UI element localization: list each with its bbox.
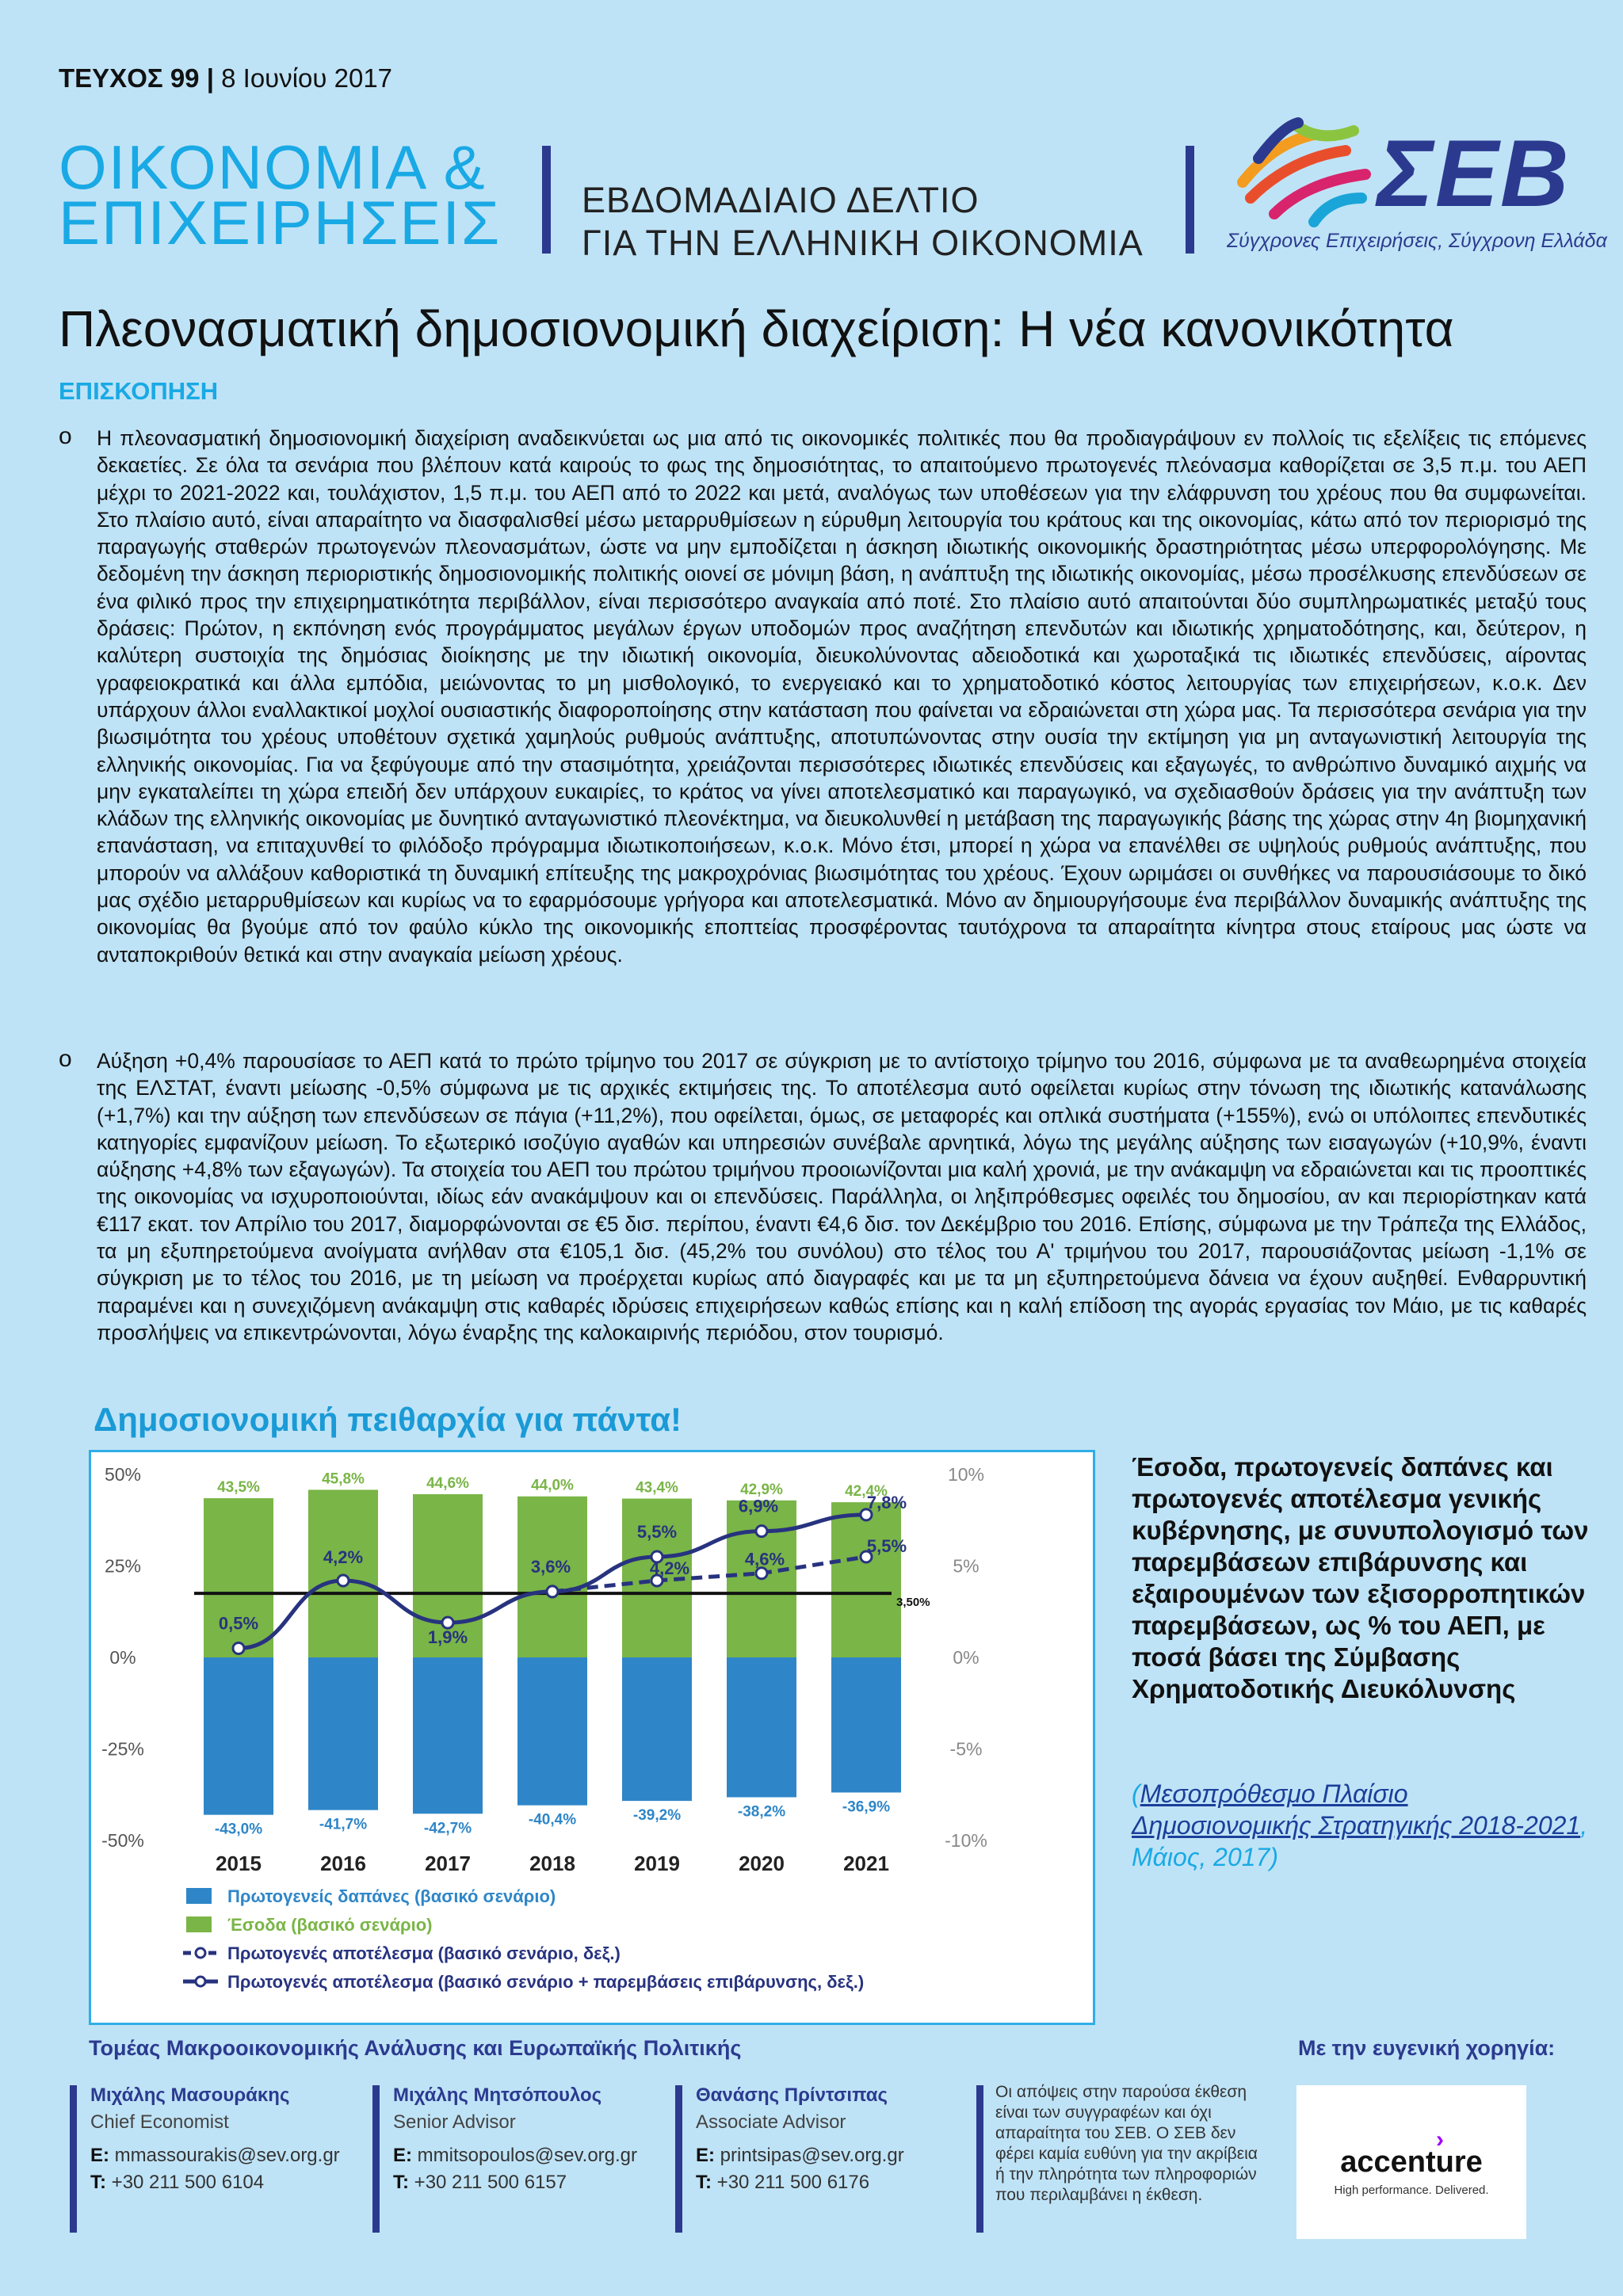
x-axis-tick: 2019 (634, 1852, 680, 1875)
sponsor-tagline: High performance. Delivered. (1334, 2183, 1489, 2197)
primary-balance-base-line (552, 1557, 866, 1592)
legend-marker (196, 1948, 205, 1958)
primary-balance-full-marker (442, 1617, 453, 1628)
revenue-bar (204, 1498, 273, 1657)
revenue-bar-label: 42,9% (740, 1481, 783, 1498)
bullet-marker-2: o (59, 1046, 72, 1072)
chart-source-date: , Μάιος, 2017) (1132, 1811, 1588, 1871)
paragraph-fiscal-surplus: Η πλεονασματική δημοσιονομική διαχείριση αναδεικνύεται ως μια από τις οικονομικές πολιτικές που θα προδιαγράψουν εν πολλοίς τις εξελίξεις τις επόμενες δεκαετίες. Σε όλα τα σενάρια που βλέπουν κατά καιρούς το φως της δημοσιότητας, το απαιτούμενο πρωτογενές πλεόνασμα καθορίζεται σε 3,5 π.μ. του ΑΕΠ μέχρι το 2021-2022 και, τουλάχιστον, 1,5 π.μ. του ΑΕΠ από το 2022 και μετά, αναλόγως των υποθέσεων για την ελάφρυνση του χρέους που θα συμφωνείται. Στο πλαίσιο αυτό, είναι απαραίτητο να διασφαλισθεί μέσω μεταρρυθμίσεων η εύρυθμη λειτουργία του κράτους και της οικονομίας, κάτω από τον περιορισμό της παραγωγής σταθερών πρωτογενών πλεονασμάτων, ώστε να μην εμποδίζεται η άσκηση ιδιωτικής οικονομικής δραστηριότητας μέσω υπερφορολόγησης. Με δεδομένη την άσκηση περιοριστικής δημοσιονομικής πολιτικής οιονεί σε μόνιμη βάση, η ανάπτυξη της ιδιωτικής οικονομίας, μέσω προσέλκυσης επενδύσεων σε ένα φιλικό προς την επιχειρηματικότητα περιβάλλον, είναι περισσότερο αναγκαία από ποτέ. Στο πλαίσιο αυτό απαιτούνται δύο συμπληρωματικές μεταξύ τους δράσεις: Πρώτον, η εκπόνηση ενός προγράμματος μεγάλων έργων υποδομών προς αναζήτηση επενδυτών και ιδιωτικής χρηματοδότησης, και, δεύτερον, η καλύτερη συστοιχία της δημόσιας διοίκησης με την ιδιωτική οικονομία, διευκολύνοντας αδειοδοτικά και χωροταξικά τις ιδιωτικές επενδύσεις, αίροντας γραφειοκρατικά και άλλα εμπόδια, μειώνοντας το μη μισθολογικό, το ενεργειακό και το χρηματοδοτικό κόστος λειτουργίας των επιχειρήσεων, κ.ο.κ. Δεν υπάρχουν άλλοι εναλλακτικοί μοχλοί ουσιαστικής διαφοροποίησης στην κατάσταση που φαίνεται να εδραιώνεται στη χώρα μας. Τα περισσότερα σενάρια για την βιωσιμότητα του χρέους υποθέτουν σχετικά χαμηλούς ρυθμούς ανάπτυξης, αποτυπώνοντας στην ουσία την εκτίμηση για μη ανταγωνιστική λειτουργία της ελληνικής οικονομίας. Για να ξεφύγουμε από την στασιμότητα, χρειάζονται περισσότερες ιδιωτικές επενδύσεις και εξαγωγές, το ανθρώπινο δυναμικό αιχμής να μην εγκαταλείπει τη χώρα επειδή δεν υπάρχουν ευκαιρίες, το κράτος να γίνει αποτελεσματικό και παραγωγικό, να σχεδιασθούν δράσεις για την ανάπτυξη των κλάδων της ελληνικής οικονομίας με δυνητικό ανταγωνιστικό πλεονέκτημα, να διευκολυνθεί η μετάβαση της παραγωγικής βάσης της χώρας στην 4η βιομηχανική επανάσταση, να επιταχυνθεί το φιλόδοξο πρόγραμμα ιδιωτικοποιήσεων, κ.ο.κ. Μόνο έτσι, μπορεί η χώρα να επανέλθει σε υψηλούς ρυθμούς ανάπτυξης, που μπορούν να αλλάξουν καθοριστικά τη δυναμική επίτευξης της μακροχρόνιας βιωσιμότητας του χρέους. Έχουν ωριμάσει οι συνθήκες να παρουσιάσουμε το δικό μας σχέδιο μεταρρυθμίσεων και κυρίως να το εφαρμόσουμε γρήγορα και αποτελεσματικά. Μόνο αν δημιουργήσουμε ένα περιβάλλον δυναμικής ανάπτυξης της οικονομίας θα βγούμε από τον φαύλο κύκλο της οικονομικής εποπτείας προσφέροντας ταυτόχρονα τα απαραίτητα κίνητρα στους εταίρους μας ώστε να ανταποκριθούν θετικά και στην αναγκαία μείωση χρέους. (97, 426, 1587, 967)
expenditure-bar (413, 1657, 483, 1814)
fiscal-chart (91, 1452, 1093, 2023)
chart-source (1132, 1778, 1591, 1873)
primary-balance-full-label: 4,2% (323, 1547, 364, 1567)
primary-balance-full-label: 7,8% (866, 1492, 907, 1512)
email-label: E: (393, 2145, 412, 2166)
disclaimer-text: Οι απόψεις στην παρούσα έκθεση είναι των συγγραφέων και όχι απαραίτητα του ΣΕΒ. Ο ΣΕΒ δεν φέρει καμία ευθύνη για την ακρίβεια ή την πληρότητα των πληροφοριών που περιλαμβάνει η έκθεση. (995, 2083, 1258, 2204)
primary-balance-base-label: 4,6% (744, 1549, 785, 1569)
expenditure-bar-label: -39,2% (632, 1807, 682, 1825)
right-axis-tick: -10% (945, 1830, 987, 1851)
contact-phone: +30 211 500 6157 (414, 2172, 567, 2193)
primary-balance-full-label: 1,9% (427, 1627, 468, 1648)
legend-marker (196, 1977, 205, 1986)
issue-separator: | (206, 63, 214, 93)
revenue-bar (308, 1489, 378, 1657)
email-label: E: (90, 2145, 109, 2166)
primary-balance-base-marker (756, 1568, 767, 1579)
right-axis-tick: 10% (947, 1464, 985, 1485)
contact-email-row (393, 2142, 663, 2169)
revenue-bar-label: 42,4% (845, 1483, 888, 1501)
phone-label: T: (90, 2172, 106, 2193)
x-axis-tick: 2018 (529, 1852, 575, 1875)
left-axis-tick: -25% (101, 1738, 144, 1760)
contact-phone-row (696, 2169, 965, 2196)
target-surplus-label: 3,50% (896, 1596, 930, 1610)
contact-name: Θανάσης Πρίντσιπας (696, 2084, 888, 2106)
expenditure-bar-label: -41,7% (319, 1816, 368, 1833)
legend-entry: Πρωτογενές αποτέλεσμα (βασικό σενάριο, δεξ.) (227, 1943, 621, 1963)
weekly-line1: ΕΒΔΟΜΑΔΙΑΙΟ ΔΕΛΤΙΟ (582, 180, 980, 220)
issue-date: 8 Ιουνίου 2017 (221, 63, 393, 93)
contact-divider-2 (372, 2085, 380, 2233)
phone-label: T: (393, 2172, 409, 2193)
contact-card-3 (696, 2082, 965, 2196)
legend-entry: Έσοδα (βασικό σενάριο) (227, 1915, 433, 1935)
sponsor-logo-box (1296, 2085, 1526, 2239)
primary-balance-full-marker (233, 1642, 244, 1653)
right-axis-tick: -5% (949, 1738, 983, 1760)
footer-sponsor-label: Με την ευγενική χορηγία: (1298, 2036, 1556, 2060)
right-axis-tick: 5% (953, 1555, 980, 1577)
contact-role: Associate Advisor (696, 2111, 846, 2133)
weekly-line2: ΓΙΑ ΤΗΝ ΕΛΛΗΝΙΚΗ ΟΙΚΟΝΟΜΙΑ (582, 223, 1144, 263)
revenue-bar-label: 45,8% (322, 1470, 365, 1488)
primary-balance-full-label: 6,9% (738, 1496, 779, 1516)
left-axis-tick: 0% (109, 1647, 136, 1668)
section-label-overview: ΕΠΙΣΚΟΠΗΣΗ (59, 377, 219, 405)
expenditure-bar (204, 1657, 273, 1815)
contact-phone-row (393, 2169, 663, 2196)
chart-source-open: ( (1132, 1779, 1140, 1808)
email-label: E: (696, 2145, 715, 2166)
primary-balance-full-marker (756, 1526, 767, 1537)
contact-card-1 (90, 2082, 352, 2196)
chart-description: Έσοδα, πρωτογενείς δαπάνες και πρωτογενές αποτέλεσμα γενικής κυβέρνησης, με συνυπολογισμό των παρεμβάσεων επιβάρυνσης και εξαιρουμένων των εξισορροπητικών παρεμβάσεων, ως % του ΑΕΠ, με ποσά βάσει της Σύμβασης Χρηματοδοτικής Διευκόλυνσης (1132, 1452, 1589, 1703)
revenue-bar-label: 43,4% (636, 1479, 678, 1497)
article-headline: Πλεονασματική δημοσιονομική διαχείριση: Η νέα κανονικότητα (59, 300, 1454, 357)
magazine-title-line1: ΟΙΚΟΝΟΜΙΑ & (59, 132, 487, 202)
contact-phone: +30 211 500 6176 (716, 2172, 870, 2193)
magazine-title (59, 132, 502, 257)
weekly-bulletin-title (582, 179, 1144, 265)
primary-balance-full-label: 3,6% (530, 1556, 571, 1577)
chart-panel (89, 1450, 1095, 2025)
bullet-marker-1: o (59, 423, 72, 449)
sev-logo-wordmark: ΣΕΒ (1377, 120, 1571, 227)
left-axis-tick: 50% (104, 1464, 142, 1485)
primary-balance-base-label: 5,5% (866, 1535, 907, 1556)
sponsor-name: accenture (1340, 2145, 1483, 2179)
expenditure-bar-label: -43,0% (214, 1821, 263, 1838)
disclaimer-divider (976, 2085, 983, 2233)
chart-section-title: Δημοσιονομική πειθαρχία για πάντα! (94, 1401, 682, 1438)
legend-entry: Πρωτογενείς δαπάνες (βασικό σενάριο) (227, 1886, 556, 1906)
primary-balance-base-marker (547, 1586, 558, 1597)
primary-balance-full-label: 5,5% (636, 1521, 678, 1542)
x-axis-tick: 2021 (843, 1852, 889, 1875)
revenue-bar-label: 43,5% (217, 1479, 260, 1497)
contact-email[interactable]: printsipas@sev.org.gr (720, 2145, 904, 2166)
contact-phone: +30 211 500 6104 (111, 2172, 265, 2193)
contact-name: Μιχάλης Μασουράκης (90, 2084, 290, 2106)
contact-name: Μιχάλης Μητσόπουλος (393, 2084, 602, 2106)
revenue-bar (517, 1497, 587, 1657)
expenditure-bar (517, 1657, 587, 1806)
x-axis-tick: 2016 (320, 1852, 366, 1875)
left-axis-tick: -50% (101, 1830, 144, 1851)
expenditure-bar-label: -36,9% (842, 1798, 891, 1816)
chart-source-link[interactable]: Μεσοπρόθεσμο Πλαίσιο Δημοσιονομικής Στρατηγικής 2018-2021 (1132, 1779, 1581, 1840)
paragraph-gdp-growth: Αύξηση +0,4% παρουσίασε το ΑΕΠ κατά το πρώτο τρίμηνο του 2017 σε σύγκριση με το αντίστοιχο τρίμηνο του 2016, σύμφωνα με τα αναθεωρημένα στοιχεία της ΕΛΣΤΑΤ, έναντι μείωσης -0,5% σύμφωνα με τις αρχικές εκτιμήσεις της. Το αποτέλεσμα αυτό οφείλεται κυρίως στην τόνωση της ιδιωτικής κατανάλωσης (+1,7%) και την αύξηση των επενδύσεων σε πάγια (+11,2%), που οφείλεται, όμως, σε μεταφορές και οπλικά συστήματα (+155%), ενώ οι υπόλοιπες επενδυτικές κατηγορίες εμφανίζουν μείωση. Το εξωτερικό ισοζύγιο αγαθών και υπηρεσιών συνέβαλε αρνητικά, λόγω της μεγάλης αύξησης των εισαγωγών (+10,9%, έναντι αύξησης +4,8% των εξαγωγών). Τα στοιχεία του ΑΕΠ του πρώτου τριμήνου προοιωνίζονται μια καλή χρονιά, με την ανάκαμψη να εδραιώνεται και τις προοπτικές της οικονομίας να ισχυροποιούνται, ιδίως εάν ανακάμψουν και οι επενδύσεις. Παράλληλα, οι ληξιπρόθεσμες οφειλές του δημοσίου, αν και περιορίστηκαν κατά €117 εκατ. τον Απρίλιο του 2017, διαμορφώνονται σε €5 δισ. περίπου, έναντι €4,6 δισ. τον Δεκέμβριο του 2016. Επίσης, σύμφωνα με την Τράπεζα της Ελλάδος, τα μη εξυπηρετούμενα ανοίγματα ανήλθαν στα €105,1 δισ. (45,2% του συνόλου) στο τέλος του Α' τριμήνου του 2017, παρουσιάζοντας μείωση -1,1% σε σύγκριση με το τέλος του 2016, με τη μείωση να προέρχεται κυρίως από διαγραφές και με τα μη εξυπηρετούμενα δάνεια να έχουν αυξηθεί. Ενθαρρυντική παραμένει και η συνεχιζόμενη ανάκαμψη στις καθαρές ιδρύσεις επιχειρήσεων καθώς επίσης και η καλή επίδοση της αγοράς εργασίας τον Μάιο, με τις καθαρές προσλήψεις να επικεντρώνονται, λόγω έναρξης της καλοκαιρινής περιόδου, στον τουρισμό. (97, 1049, 1587, 1344)
issue-line (59, 63, 392, 93)
right-axis-tick: 0% (953, 1647, 980, 1668)
revenue-bar-label: 44,6% (426, 1474, 469, 1492)
primary-balance-full-marker (338, 1575, 349, 1586)
contact-divider-1 (70, 2085, 77, 2233)
x-axis-tick: 2015 (216, 1852, 262, 1875)
legend-swatch (186, 1917, 212, 1932)
primary-balance-base-label: 4,2% (649, 1558, 690, 1578)
magazine-title-line2: ΕΠΙΧΕΙΡΗΣΕΙΣ (59, 188, 502, 257)
footer-department: Τομέας Μακροοικονομικής Ανάλυσης και Ευρωπαϊκής Πολιτικής (89, 2036, 742, 2060)
expenditure-bar (831, 1657, 901, 1792)
contact-email-row (696, 2142, 965, 2169)
contact-email-row (90, 2142, 352, 2169)
sev-burst-logo-icon (1227, 111, 1377, 230)
expenditure-bar-label: -38,2% (737, 1803, 786, 1821)
accenture-chevron-icon: › (1436, 2126, 1444, 2153)
contact-email[interactable]: mmassourakis@sev.org.gr (114, 2145, 340, 2166)
contact-card-2 (393, 2082, 663, 2196)
contact-phone-row (90, 2169, 352, 2196)
header-divider-right (1186, 146, 1194, 254)
expenditure-bar (727, 1657, 796, 1797)
legend-swatch (186, 1888, 212, 1904)
primary-balance-full-label: 0,5% (218, 1613, 259, 1634)
contact-email[interactable]: mmitsopoulos@sev.org.gr (417, 2145, 638, 2166)
issue-number: ΤΕΥΧΟΣ 99 (59, 63, 200, 93)
contact-divider-3 (675, 2085, 682, 2233)
expenditure-bar (308, 1657, 378, 1810)
contact-role: Chief Economist (90, 2111, 229, 2133)
expenditure-bar-label: -42,7% (423, 1820, 472, 1837)
left-axis-tick: 25% (104, 1555, 142, 1577)
x-axis-tick: 2017 (425, 1852, 471, 1875)
phone-label: T: (696, 2172, 712, 2193)
expenditure-bar-label: -40,4% (528, 1811, 577, 1829)
revenue-bar-label: 44,0% (531, 1477, 574, 1494)
legend-entry: Πρωτογενές αποτέλεσμα (βασικό σενάριο + παρεμβάσεις επιβάρυνσης, δεξ.) (227, 1972, 865, 1992)
revenue-bar (831, 1502, 901, 1657)
header-divider-left (542, 146, 551, 254)
sev-logo-tagline: Σύγχρονες Επιχειρήσεις, Σύγχρονη Ελλάδα (1227, 230, 1607, 252)
contact-role: Senior Advisor (393, 2111, 516, 2133)
x-axis-tick: 2020 (739, 1852, 785, 1875)
expenditure-bar (622, 1657, 692, 1801)
